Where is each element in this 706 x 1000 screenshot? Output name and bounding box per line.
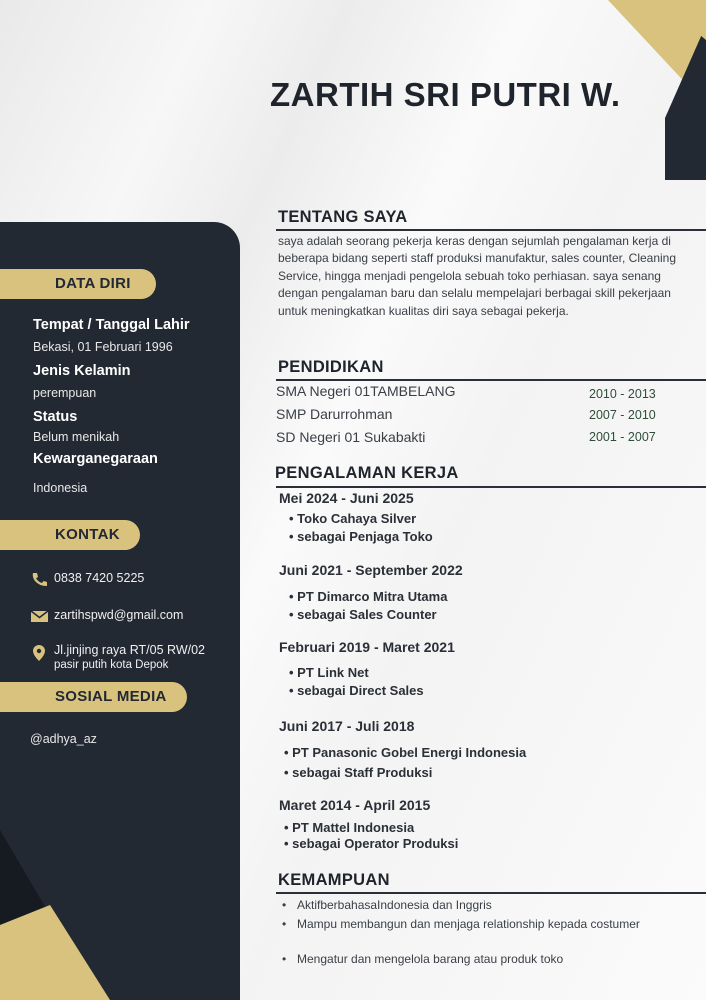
address-contact: Jl.jinjing raya RT/05 RW/02 pasir putih kota Depok — [30, 643, 205, 671]
job-company: • Toko Cahaya Silver — [289, 511, 417, 526]
job-role: • sebagai Staff Produksi — [284, 765, 433, 780]
kemampuan-heading: KEMAMPUAN — [278, 871, 390, 889]
bullet-icon: • — [282, 898, 287, 912]
job-role: • sebagai Operator Produksi — [284, 836, 459, 851]
education-years: 2001 - 2007 — [589, 430, 656, 444]
birth-label: Tempat / Tanggal Lahir — [33, 317, 190, 333]
location-pin-icon — [30, 643, 50, 661]
gender-label: Jenis Kelamin — [33, 363, 131, 379]
phone-contact: 0838 7420 5225 — [30, 571, 144, 587]
birth-value: Bekasi, 01 Februari 1996 — [33, 340, 173, 354]
job-period: Maret 2014 - April 2015 — [279, 797, 431, 813]
skill-item: • Mampu membangun dan menjaga relationship kepada costumer — [282, 917, 640, 931]
job-period: Juni 2021 - September 2022 — [279, 562, 463, 578]
email-contact: zartihspwd@gmail.com — [30, 608, 183, 624]
pengalaman-divider — [276, 486, 706, 488]
job-company: • PT Mattel Indonesia — [284, 820, 415, 835]
full-name: ZARTIH SRI PUTRI W. — [270, 76, 621, 113]
education-school: SMA Negeri 01TAMBELANG — [276, 383, 456, 399]
education-years: 2007 - 2010 — [589, 408, 656, 422]
skill-item: • AktifberbahasaIndonesia dan Inggris — [282, 898, 492, 912]
bottom-left-corner-decoration — [0, 830, 140, 1000]
nationality-value: Indonesia — [33, 481, 88, 495]
bullet-icon: • — [282, 952, 287, 966]
education-school: SD Negeri 01 Sukabakti — [276, 429, 426, 445]
job-period: Mei 2024 - Juni 2025 — [279, 490, 414, 506]
job-company: • PT Link Net — [289, 665, 369, 680]
gender-value: perempuan — [33, 386, 97, 400]
data-diri-heading: DATA DIRI — [0, 269, 156, 299]
bullet-icon: • — [282, 917, 287, 931]
sosial-media-heading: SOSIAL MEDIA — [0, 682, 187, 712]
job-role: • sebagai Direct Sales — [289, 683, 424, 698]
job-company: • PT Panasonic Gobel Energi Indonesia — [284, 745, 527, 760]
phone-icon — [30, 571, 50, 587]
education-years: 2010 - 2013 — [589, 387, 656, 401]
pendidikan-heading: PENDIDIKAN — [278, 358, 384, 376]
pengalaman-kerja-heading: PENGALAMAN KERJA — [275, 464, 459, 482]
job-period: Februari 2019 - Maret 2021 — [279, 639, 455, 655]
tentang-saya-heading: TENTANG SAYA — [278, 208, 408, 226]
mail-icon — [30, 608, 50, 624]
status-label: Status — [33, 409, 78, 425]
job-role: • sebagai Sales Counter — [289, 607, 437, 622]
social-handle: @adhya_az — [30, 732, 97, 746]
skill-item: • Mengatur dan mengelola barang atau produk toko — [282, 952, 564, 966]
pendidikan-divider — [276, 379, 706, 381]
nationality-label: Kewarganegaraan — [33, 451, 158, 467]
status-value: Belum menikah — [33, 430, 120, 444]
kontak-heading: KONTAK — [0, 520, 140, 550]
about-text: saya adalah seorang pekerja keras dengan sejumlah pengalaman kerja di beberapa bidang seperti staff produksi manufaktur, sales counter, Cleaning Service, hingga menjadi pengelola sebuah toko perhiasan. saya senang dengan pengalaman baru dan selalu mempelajari berbagai skill pekerjaan untuk meningkatkan kualitas diri saya sebagai pekerja. — [278, 234, 677, 318]
education-school: SMP Darurrohman — [276, 406, 393, 422]
kemampuan-divider — [276, 892, 706, 894]
job-company: • PT Dimarco Mitra Utama — [289, 589, 448, 604]
tentang-divider — [276, 229, 706, 231]
job-period: Juni 2017 - Juli 2018 — [279, 718, 415, 734]
job-role: • sebagai Penjaga Toko — [289, 529, 433, 544]
